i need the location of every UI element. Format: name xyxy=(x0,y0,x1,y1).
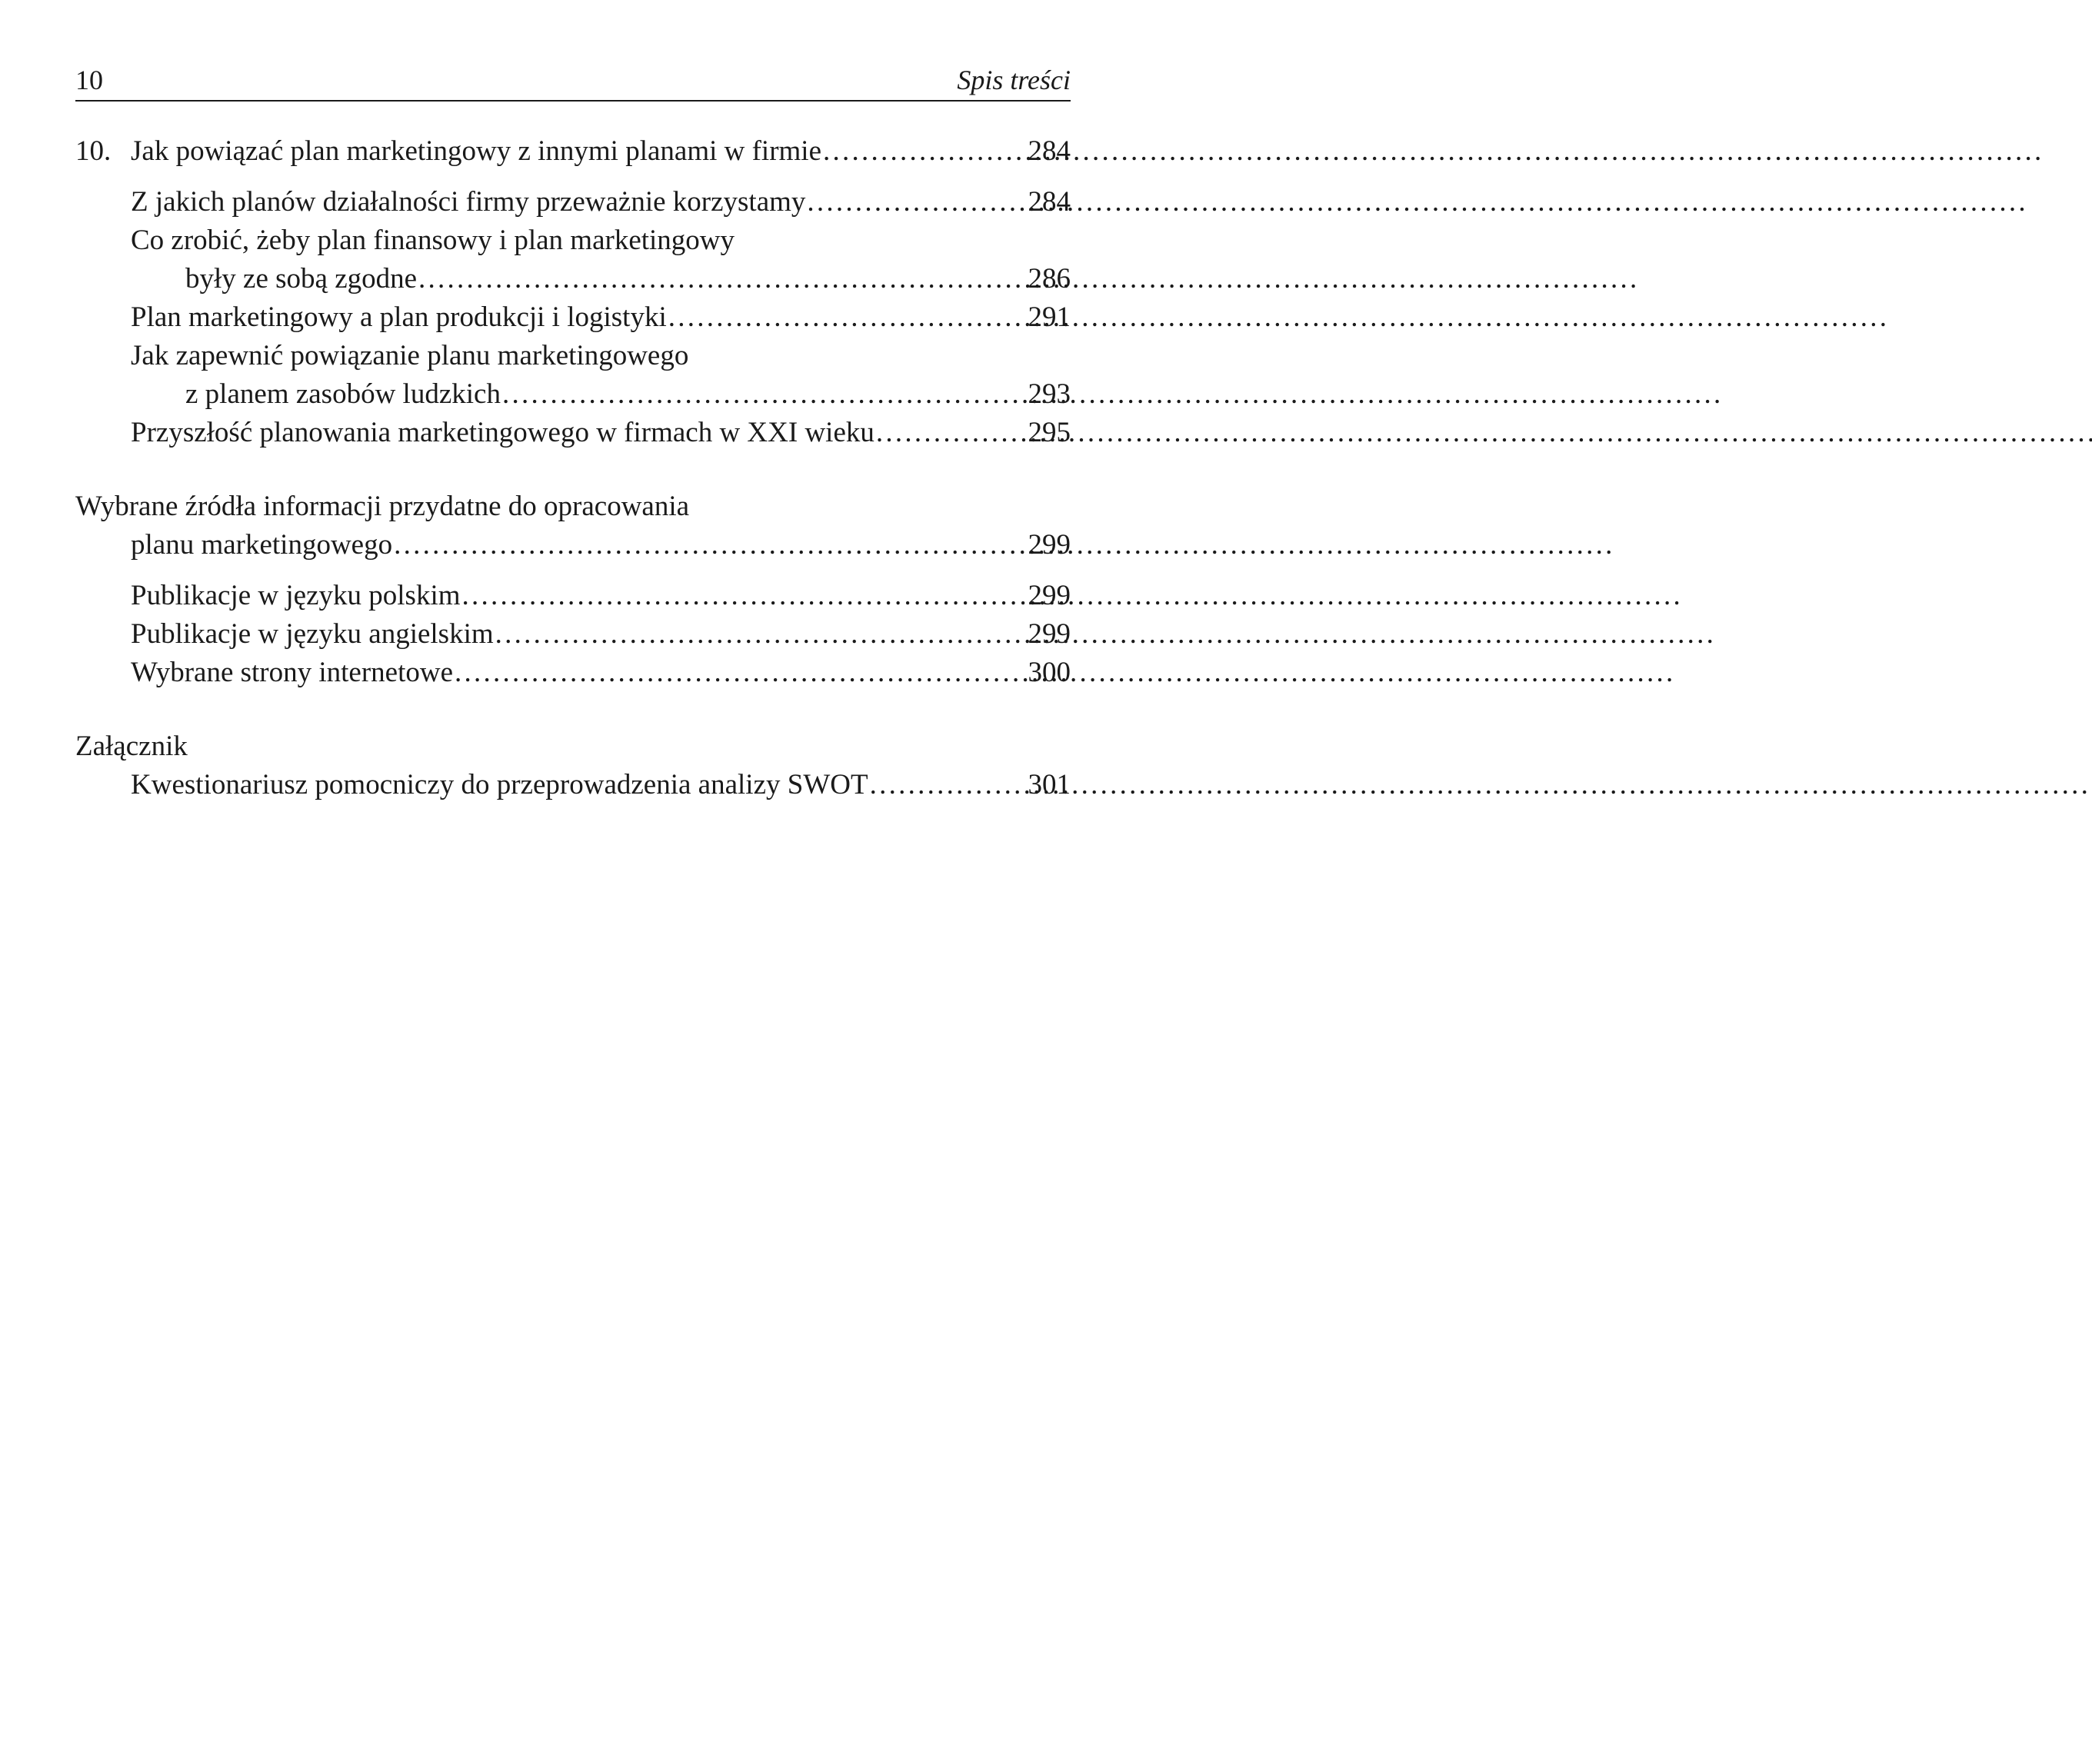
chapter-title: Jak powiązać plan marketingowy z innymi planami w firmie xyxy=(131,135,822,167)
leader-dots xyxy=(418,260,1021,298)
entry-title: Publikacje w języku polskim xyxy=(131,580,461,611)
page-ref: 301 xyxy=(1028,769,1071,800)
toc-entry-chapter-10 xyxy=(75,132,1071,171)
leader-dots xyxy=(870,766,1021,804)
chapter-number: 10. xyxy=(75,135,112,167)
entry-title-line-1: Jak zapewnić powiązanie planu marketingowego xyxy=(131,340,689,371)
entry-title-line-2: były ze sobą zgodne xyxy=(185,263,418,295)
page-ref: 299 xyxy=(1028,618,1071,650)
entry-title-line-1: Co zrobić, żeby plan finansowy i plan marketingowy xyxy=(131,225,735,256)
page-ref: 295 xyxy=(1028,417,1071,448)
leader-dots xyxy=(876,414,1021,452)
toc-entry xyxy=(75,414,1071,452)
sources-title-line-2: planu marketingowego xyxy=(131,529,393,561)
toc-entry xyxy=(75,615,1071,654)
leader-dots xyxy=(495,615,1021,654)
page-ref: 299 xyxy=(1028,580,1071,611)
entry-title-line-2: z planem zasobów ludzkich xyxy=(185,378,501,410)
page-ref: 299 xyxy=(1028,529,1071,561)
entry-title: Wybrane strony internetowe xyxy=(131,657,454,688)
leader-dots xyxy=(668,298,1021,337)
sources-title-line-1: Wybrane źródła informacji przydatne do opracowania xyxy=(75,491,690,522)
toc-entry xyxy=(75,577,1071,615)
toc-entry xyxy=(75,375,1071,414)
toc-entry xyxy=(75,260,1071,298)
entry-title: Publikacje w języku angielskim xyxy=(131,618,494,650)
header-rule xyxy=(75,100,1071,102)
entry-title: Plan marketingowy a plan produkcji i logistyki xyxy=(131,301,667,333)
toc-page xyxy=(75,55,1071,804)
leader-dots xyxy=(502,375,1021,414)
page-ref: 293 xyxy=(1028,378,1071,410)
leader-dots xyxy=(462,577,1021,615)
toc-entry xyxy=(75,183,1071,221)
leader-dots xyxy=(394,526,1021,564)
page-ref: 284 xyxy=(1028,135,1071,167)
leader-dots xyxy=(807,183,1021,221)
toc-entry-sources xyxy=(75,526,1071,564)
page-ref: 286 xyxy=(1028,263,1071,295)
section-title: Spis treści xyxy=(957,65,1071,95)
page-ref: 291 xyxy=(1028,301,1071,333)
entry-title: Kwestionariusz pomocniczy do przeprowadzenia analizy SWOT xyxy=(131,769,868,800)
toc-entry xyxy=(75,766,1071,804)
page-ref: 284 xyxy=(1028,186,1071,218)
page-number: 10 xyxy=(75,65,103,95)
entry-title: Z jakich planów działalności firmy przeważnie korzystamy xyxy=(131,186,806,218)
toc-entry xyxy=(75,298,1071,337)
running-head xyxy=(75,55,1071,94)
appendix-title: Załącznik xyxy=(75,731,188,762)
leader-dots xyxy=(455,654,1021,692)
toc-entry xyxy=(75,654,1071,692)
leader-dots xyxy=(823,132,1021,171)
entry-title: Przyszłość planowania marketingowego w firmach w XXI wieku xyxy=(131,417,874,448)
table-of-contents xyxy=(75,132,1071,804)
page-ref: 300 xyxy=(1028,657,1071,688)
